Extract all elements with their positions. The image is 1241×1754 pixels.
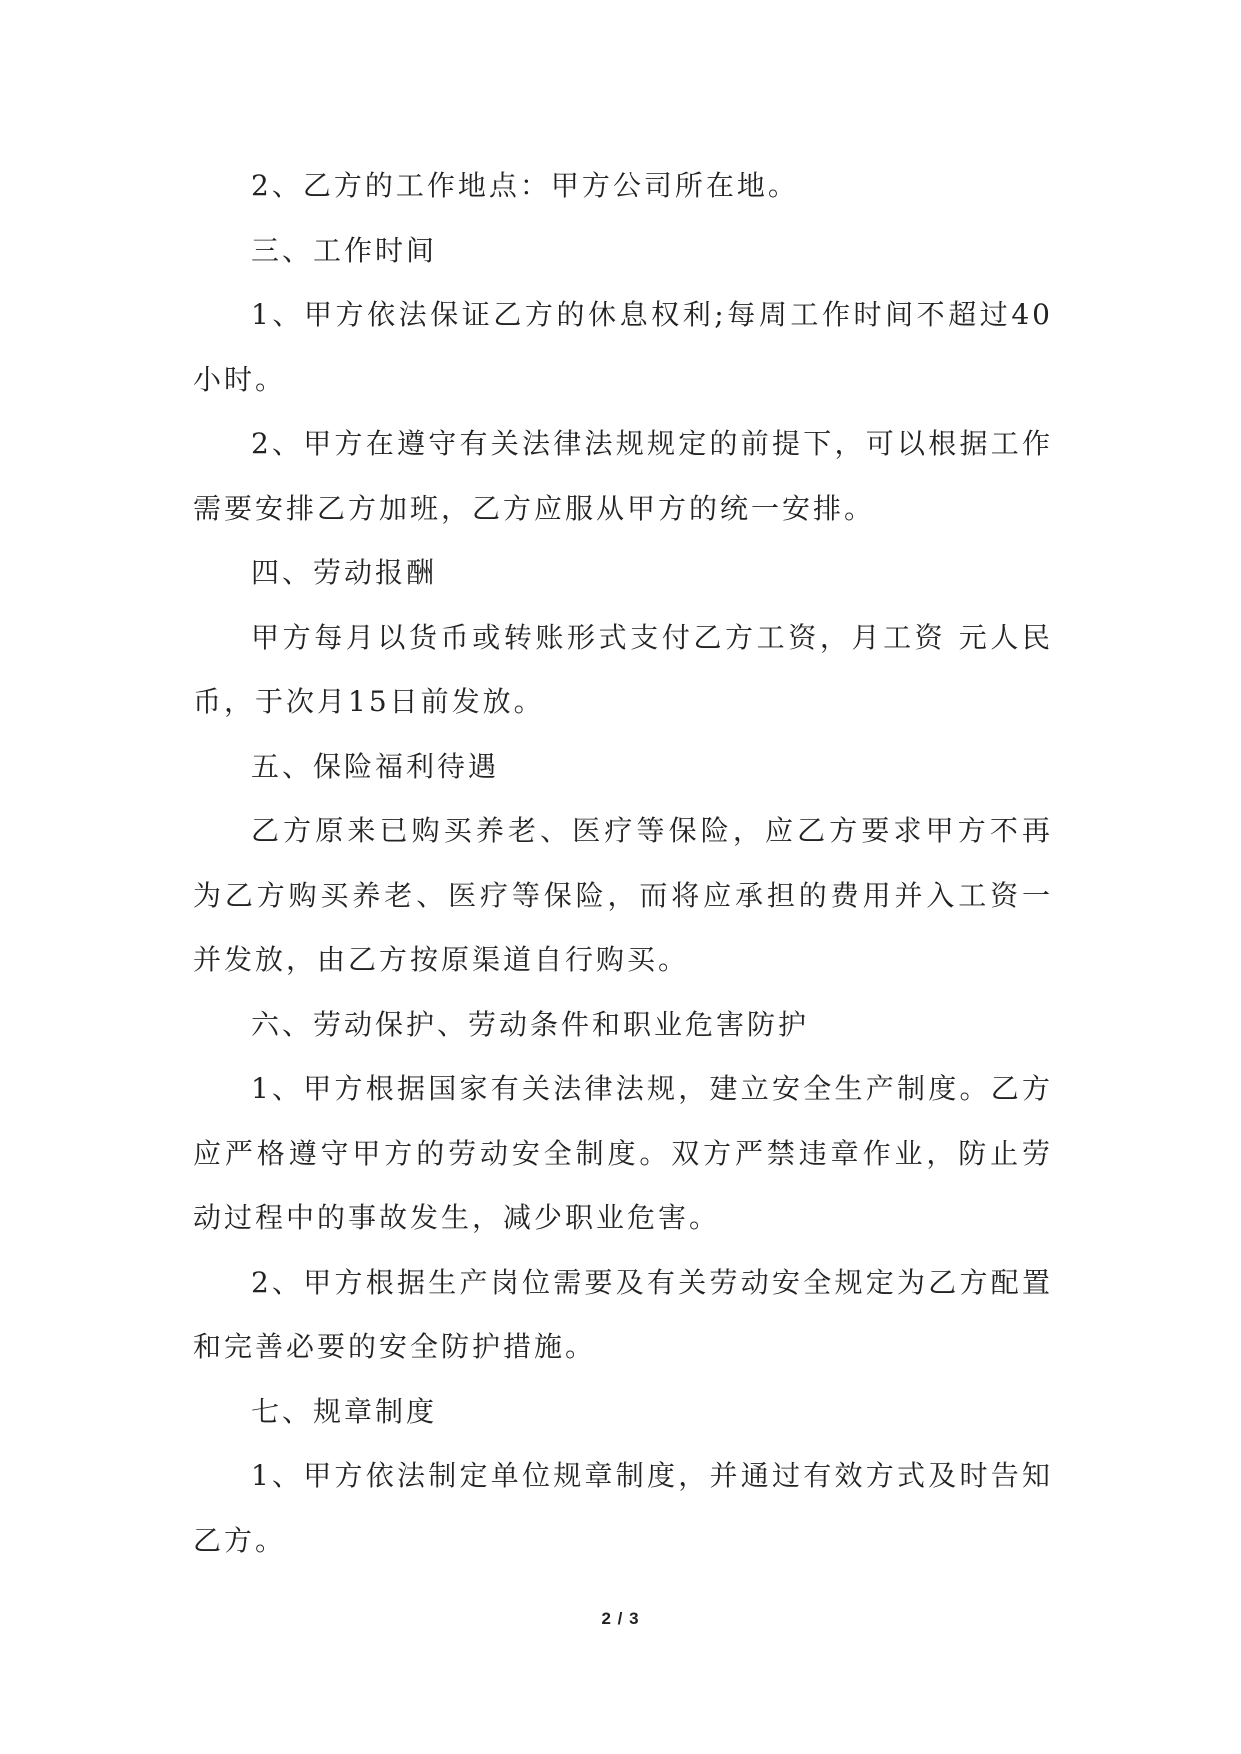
- paragraph-salary: 甲方每月以货币或转账形式支付乙方工资，月工资 元人民币，于次月15日前发放。: [193, 620, 1053, 718]
- section-heading-work-hours: 三、工作时间: [251, 233, 438, 267]
- document-body: [193, 154, 1053, 1573]
- section-heading-labor-protection: 六、劳动保护、劳动条件和职业危害防护: [251, 1007, 810, 1041]
- paragraph-safety-measures: 2、甲方根据生产岗位需要及有关劳动安全规定为乙方配置和完善必要的安全防护措施。: [193, 1265, 1053, 1363]
- section-heading-insurance: 五、保险福利待遇: [251, 749, 500, 783]
- section-heading-rules: 七、规章制度: [251, 1394, 438, 1428]
- paragraph-rules: 1、甲方依法制定单位规章制度，并通过有效方式及时告知乙方。: [193, 1459, 1053, 1557]
- section-heading-remuneration: 四、劳动报酬: [251, 556, 438, 589]
- paragraph-overtime: 2、甲方在遵守有关法律法规规定的前提下，可以根据工作需要安排乙方加班，乙方应服从甲方的统一安排。: [193, 427, 1053, 525]
- paragraph-work-location: 2、乙方的工作地点：甲方公司所在地。: [251, 169, 799, 202]
- paragraph-rest-rights: 1、甲方依法保证乙方的休息权利;每周工作时间不超过40小时。: [193, 298, 1053, 396]
- paragraph-safety-system: 1、甲方根据国家有关法律法规，建立安全生产制度。乙方应严格遵守甲方的劳动安全制度。双方严禁违章作业，防止劳动过程中的事故发生，减少职业危害。: [193, 1072, 1053, 1234]
- paragraph-insurance: 乙方原来已购买养老、医疗等保险，应乙方要求甲方不再为乙方购买养老、医疗等保险，而将应承担的费用并入工资一并发放，由乙方按原渠道自行购买。: [193, 814, 1053, 976]
- page-number: 2 / 3: [601, 1609, 640, 1628]
